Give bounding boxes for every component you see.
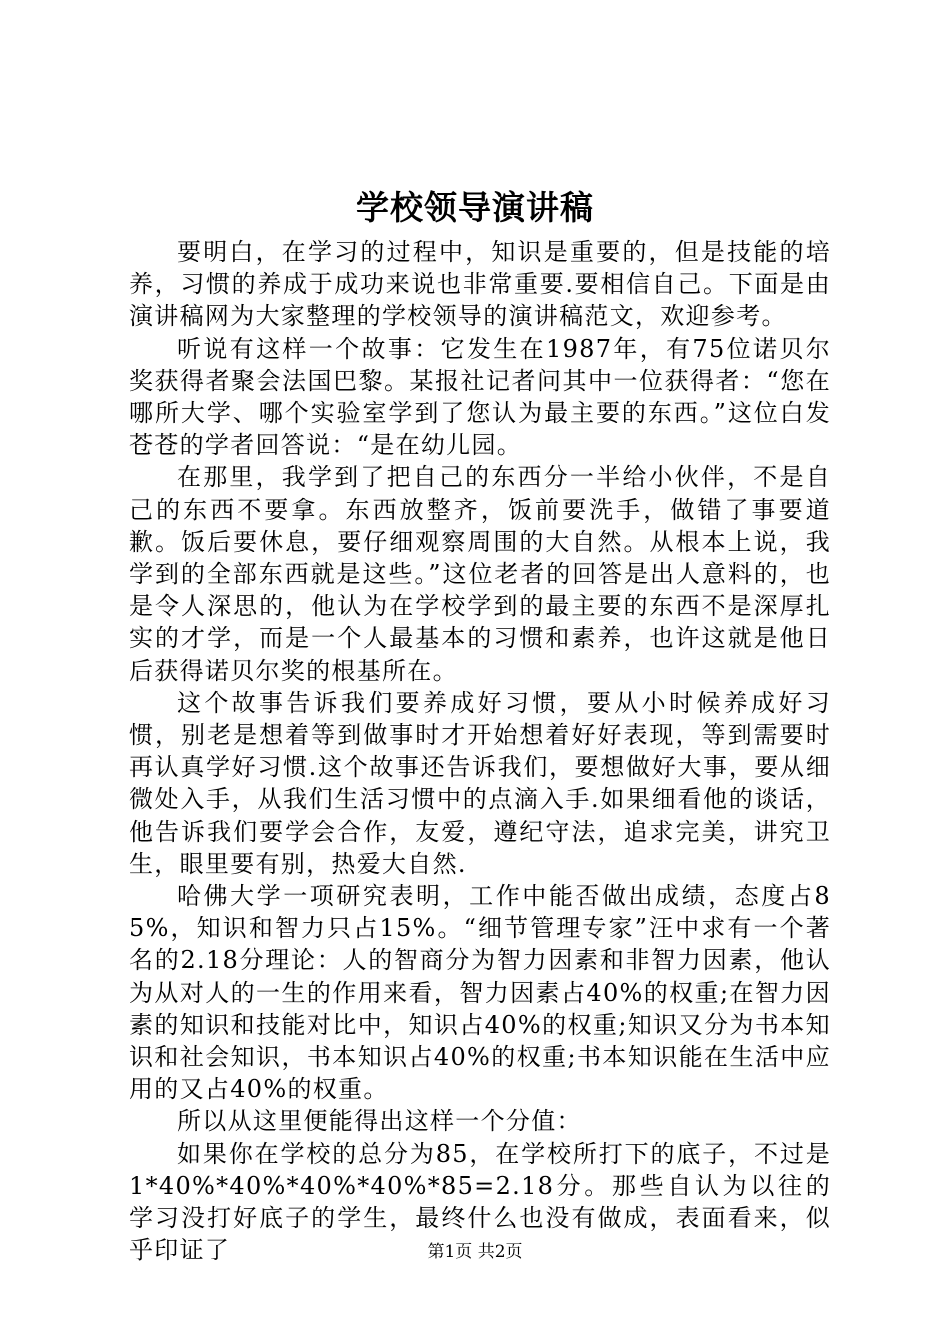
paragraph-5: 哈佛大学一项研究表明，工作中能否做出成绩，态度占85%，知识和智力只占15%。“细节管理专家”汪中求有一个著名的2.18分理论：人的智商分为智力因素和非智力因素，他认为从对人的一生的作用来看，智力因素占40%的权重;在智力因素的知识和技能对比中，知识占40%的权重;知识又分为书本知识和社会知识，书本知识占40%的权重;书本知识能在生活中应用的又占40%的权重。 bbox=[129, 882, 831, 1104]
paragraph-6: 所以从这里便能得出这样一个分值： bbox=[177, 1107, 582, 1136]
paragraph-4: 这个故事告诉我们要养成好习惯，要从小时候养成好习惯，别老是想着等到做事时才开始想着好好表现，等到需要时再认真学好习惯.这个故事还告诉我们，要想做好大事，要从细微处入手，从我们生活习惯中的点滴入手.如果细看他的谈话，他告诉我们要学会合作，友爱，遵纪守法，追求完美，讲究卫生，眼里要有别，热爱大自然. bbox=[129, 688, 831, 878]
paragraph-2: 听说有这样一个故事：它发生在1987年，有75位诺贝尔奖获得者聚会法国巴黎。某报社记者问其中一位获得者：“您在哪所大学、哪个实验室学到了您认为最主要的东西。”这位白发苍苍的学者回答说：“是在幼儿园。 bbox=[129, 334, 831, 460]
paragraph-3: 在那里，我学到了把自己的东西分一半给小伙伴，不是自己的东西不要拿。东西放整齐，饭前要洗手，做错了事要道歉。饭后要休息，要仔细观察周围的大自然。从根本上说，我学到的全部东西就是这些。”这位老者的回答是出人意料的，也是令人深思的，他认为在学校学到的最主要的东西不是深厚扎实的才学，而是一个人最基本的习惯和素养，也许这就是他日后获得诺贝尔奖的根基所在。 bbox=[129, 463, 831, 685]
document-body bbox=[129, 236, 831, 1267]
paragraph-1: 要明白，在学习的过程中，知识是重要的，但是技能的培养，习惯的养成于成功来说也非常重要.要相信自己。下面是由演讲稿网为大家整理的学校领导的演讲稿范文，欢迎参考。 bbox=[129, 238, 831, 331]
paragraph-7: 如果你在学校的总分为85，在学校所打下的底子，不过是1*40%*40%*40%*40%*85=2.18分。那些自认为以往的学习没打好底子的学生，最终什么也没有做成，表面看来，似乎印证了 bbox=[129, 1139, 831, 1265]
document-title: 学校领导演讲稿 bbox=[356, 188, 594, 227]
page-number-footer: 第1页 共2页 bbox=[427, 1242, 523, 1262]
